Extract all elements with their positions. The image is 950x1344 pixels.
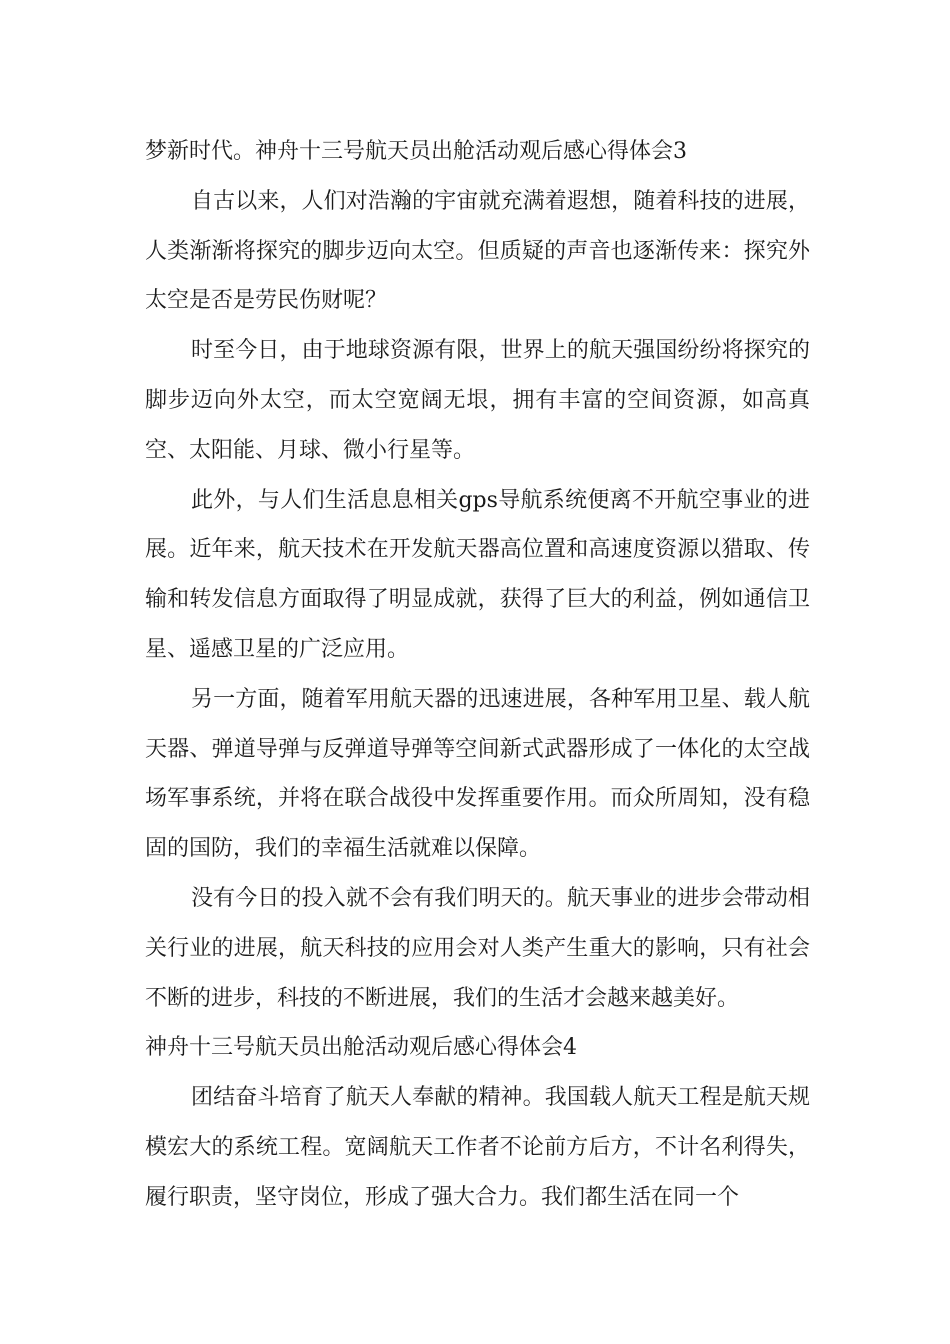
paragraph: 没有今日的投入就不会有我们明天的。航天事业的进步会带动相关行业的进展，航天科技的应用会对人类产生重大的影响，只有社会不断的进步，科技的不断进展，我们的生活才会越来越美好。 xyxy=(145,885,810,1011)
paragraph: 团结奋斗培育了航天人奉献的精神。我国载人航天工程是航天规模宏大的系统工程。宽阔航天工作者不论前方后方，不计名利得失，履行职责，坚守岗位，形成了强大合力。我们都生活在同一个 xyxy=(145,1085,810,1210)
paragraph: 另一方面，随着军用航天器的迅速进展，各种军用卫星、载人航天器、弹道导弹与反弹道导弹等空间新式武器形成了一体化的太空战场军事系统，并将在联合战役中发挥重要作用。而众所周知，没有稳固的国防，我们的幸福生活就难以保障。 xyxy=(145,686,810,862)
paragraph: 自古以来，人们对浩瀚的宇宙就充满着遐想，随着科技的进展，人类渐渐将探究的脚步迈向太空。但质疑的声音也逐渐传来：探究外太空是否是劳民伤财呢？ xyxy=(145,188,810,314)
paragraph-continuation-heading: 梦新时代。神舟十三号航天员出舱活动观后感心得体会3 xyxy=(145,139,687,164)
document-body xyxy=(145,127,810,1223)
section-heading: 神舟十三号航天员出舱活动观后感心得体会4 xyxy=(145,1035,577,1061)
paragraph: 此外，与人们生活息息相关gps导航系统便离不开航空事业的进展。近年来，航天技术在开发航天器高位置和高速度资源以猎取、传输和转发信息方面取得了明显成就，获得了巨大的利益，例如通信卫星、遥感卫星的广泛应用。 xyxy=(145,487,810,662)
paragraph: 时至今日，由于地球资源有限，世界上的航天强国纷纷将探究的脚步迈向外太空，而太空宽阔无垠，拥有丰富的空间资源，如高真空、太阳能、月球、微小行星等。 xyxy=(145,338,810,463)
